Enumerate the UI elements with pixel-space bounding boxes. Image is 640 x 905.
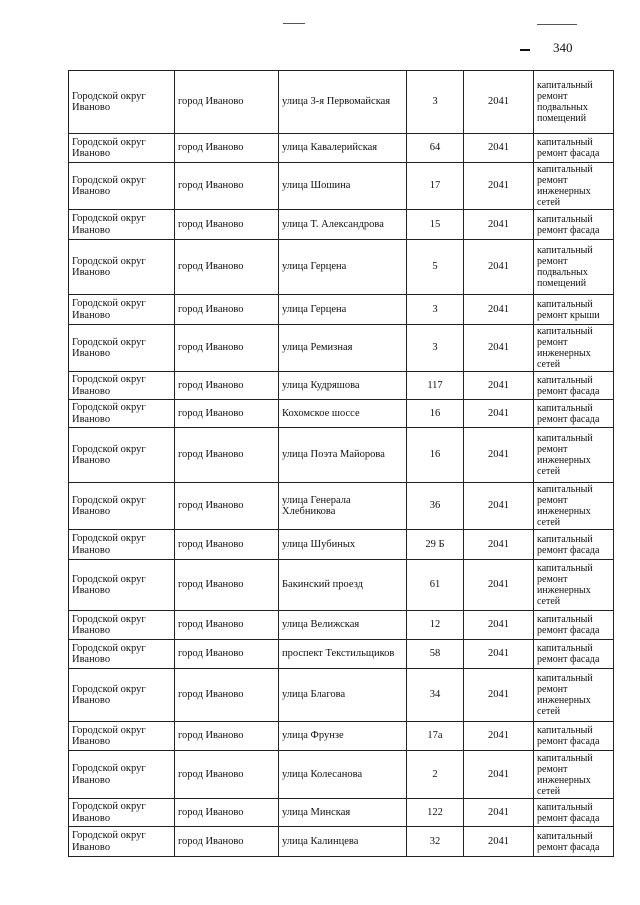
municipality-cell: Городской округ Иваново <box>69 295 175 325</box>
house-number-cell: 16 <box>407 428 464 483</box>
table-row <box>69 71 614 134</box>
table-row <box>69 640 614 669</box>
settlement-cell: город Иваново <box>175 400 279 428</box>
year-cell: 2041 <box>464 134 534 163</box>
year-cell: 2041 <box>464 722 534 751</box>
work-type-cell: капитальный ремонт инженерных сетей <box>534 483 614 530</box>
settlement-cell: город Иваново <box>175 163 279 210</box>
house-number-cell: 16 <box>407 400 464 428</box>
table-row <box>69 483 614 530</box>
work-type-cell: капитальный ремонт фасада <box>534 210 614 240</box>
work-type-cell: капитальный ремонт инженерных сетей <box>534 560 614 611</box>
year-cell: 2041 <box>464 669 534 722</box>
house-number-cell: 2 <box>407 751 464 799</box>
year-cell: 2041 <box>464 428 534 483</box>
settlement-cell: город Иваново <box>175 372 279 400</box>
year-cell: 2041 <box>464 325 534 372</box>
table-body <box>69 71 614 857</box>
year-cell: 2041 <box>464 372 534 400</box>
work-type-cell: капитальный ремонт инженерных сетей <box>534 325 614 372</box>
municipality-cell: Городской округ Иваново <box>69 611 175 640</box>
house-number-cell: 61 <box>407 560 464 611</box>
year-cell: 2041 <box>464 163 534 210</box>
street-cell: улица Поэта Майорова <box>279 428 407 483</box>
table-row <box>69 611 614 640</box>
table-row <box>69 799 614 827</box>
settlement-cell: город Иваново <box>175 210 279 240</box>
year-cell: 2041 <box>464 210 534 240</box>
settlement-cell: город Иваново <box>175 722 279 751</box>
municipality-cell: Городской округ Иваново <box>69 400 175 428</box>
municipality-cell: Городской округ Иваново <box>69 134 175 163</box>
street-cell: улица Шошина <box>279 163 407 210</box>
settlement-cell: город Иваново <box>175 640 279 669</box>
work-type-cell: капитальный ремонт инженерных сетей <box>534 669 614 722</box>
street-cell: улица Благова <box>279 669 407 722</box>
house-number-cell: 64 <box>407 134 464 163</box>
settlement-cell: город Иваново <box>175 751 279 799</box>
year-cell: 2041 <box>464 240 534 295</box>
year-cell: 2041 <box>464 640 534 669</box>
year-cell: 2041 <box>464 400 534 428</box>
work-type-cell: капитальный ремонт подвальных помещений <box>534 71 614 134</box>
settlement-cell: город Иваново <box>175 669 279 722</box>
table-row <box>69 325 614 372</box>
table-row <box>69 751 614 799</box>
house-number-cell: 17а <box>407 722 464 751</box>
settlement-cell: город Иваново <box>175 295 279 325</box>
table-row <box>69 428 614 483</box>
table-row <box>69 295 614 325</box>
work-type-cell: капитальный ремонт фасада <box>534 530 614 560</box>
street-cell: улица Кавалерийская <box>279 134 407 163</box>
municipality-cell: Городской округ Иваново <box>69 372 175 400</box>
table-row <box>69 400 614 428</box>
house-number-cell: 15 <box>407 210 464 240</box>
house-number-cell: 5 <box>407 240 464 295</box>
table-row <box>69 134 614 163</box>
street-cell: улица Т. Александрова <box>279 210 407 240</box>
work-type-cell: капитальный ремонт фасада <box>534 611 614 640</box>
settlement-cell: город Иваново <box>175 799 279 827</box>
work-type-cell: капитальный ремонт инженерных сетей <box>534 163 614 210</box>
street-cell: Бакинский проезд <box>279 560 407 611</box>
table-row <box>69 669 614 722</box>
municipality-cell: Городской округ Иваново <box>69 827 175 857</box>
street-cell: улица Ремизная <box>279 325 407 372</box>
municipality-cell: Городской округ Иваново <box>69 640 175 669</box>
year-cell: 2041 <box>464 827 534 857</box>
municipality-cell: Городской округ Иваново <box>69 163 175 210</box>
work-type-cell: капитальный ремонт фасада <box>534 372 614 400</box>
settlement-cell: город Иваново <box>175 560 279 611</box>
municipality-cell: Городской округ Иваново <box>69 428 175 483</box>
scan-mark <box>283 23 305 24</box>
year-cell: 2041 <box>464 751 534 799</box>
work-type-cell: капитальный ремонт инженерных сетей <box>534 428 614 483</box>
year-cell: 2041 <box>464 530 534 560</box>
house-number-cell: 29 Б <box>407 530 464 560</box>
street-cell: улица Кудряшова <box>279 372 407 400</box>
scan-mark <box>537 24 577 25</box>
year-cell: 2041 <box>464 483 534 530</box>
house-number-cell: 122 <box>407 799 464 827</box>
table-row <box>69 722 614 751</box>
table-row <box>69 163 614 210</box>
table-row <box>69 372 614 400</box>
settlement-cell: город Иваново <box>175 827 279 857</box>
street-cell: улица Колесанова <box>279 751 407 799</box>
settlement-cell: город Иваново <box>175 71 279 134</box>
street-cell: улица Минская <box>279 799 407 827</box>
house-number-cell: 58 <box>407 640 464 669</box>
house-number-cell: 3 <box>407 295 464 325</box>
house-number-cell: 34 <box>407 669 464 722</box>
work-type-cell: капитальный ремонт фасада <box>534 722 614 751</box>
settlement-cell: город Иваново <box>175 611 279 640</box>
work-type-cell: капитальный ремонт инженерных сетей <box>534 751 614 799</box>
municipality-cell: Городской округ Иваново <box>69 240 175 295</box>
year-cell: 2041 <box>464 295 534 325</box>
house-number-cell: 3 <box>407 71 464 134</box>
municipality-cell: Городской округ Иваново <box>69 560 175 611</box>
house-number-cell: 117 <box>407 372 464 400</box>
municipality-cell: Городской округ Иваново <box>69 210 175 240</box>
settlement-cell: город Иваново <box>175 530 279 560</box>
street-cell: Кохомское шоссе <box>279 400 407 428</box>
table-row <box>69 560 614 611</box>
house-number-cell: 32 <box>407 827 464 857</box>
work-type-cell: капитальный ремонт фасада <box>534 827 614 857</box>
work-type-cell: капитальный ремонт фасада <box>534 640 614 669</box>
street-cell: проспект Текстильщиков <box>279 640 407 669</box>
municipality-cell: Городской округ Иваново <box>69 483 175 530</box>
year-cell: 2041 <box>464 611 534 640</box>
street-cell: улица Фрунзе <box>279 722 407 751</box>
street-cell: улица 3-я Первомайская <box>279 71 407 134</box>
municipality-cell: Городской округ Иваново <box>69 751 175 799</box>
house-number-cell: 12 <box>407 611 464 640</box>
house-number-cell: 36 <box>407 483 464 530</box>
work-type-cell: капитальный ремонт фасада <box>534 400 614 428</box>
municipality-cell: Городской округ Иваново <box>69 71 175 134</box>
settlement-cell: город Иваново <box>175 134 279 163</box>
municipality-cell: Городской округ Иваново <box>69 722 175 751</box>
settlement-cell: город Иваново <box>175 240 279 295</box>
scan-mark <box>520 49 530 51</box>
table-row <box>69 240 614 295</box>
municipality-cell: Городской округ Иваново <box>69 325 175 372</box>
house-number-cell: 17 <box>407 163 464 210</box>
year-cell: 2041 <box>464 799 534 827</box>
repair-schedule-table <box>68 70 614 857</box>
municipality-cell: Городской округ Иваново <box>69 799 175 827</box>
settlement-cell: город Иваново <box>175 483 279 530</box>
street-cell: улица Герцена <box>279 295 407 325</box>
table-row <box>69 827 614 857</box>
work-type-cell: капитальный ремонт подвальных помещений <box>534 240 614 295</box>
work-type-cell: капитальный ремонт фасада <box>534 799 614 827</box>
settlement-cell: город Иваново <box>175 428 279 483</box>
table-row <box>69 210 614 240</box>
table-row <box>69 530 614 560</box>
settlement-cell: город Иваново <box>175 325 279 372</box>
street-cell: улица Герцена <box>279 240 407 295</box>
street-cell: улица Велижская <box>279 611 407 640</box>
work-type-cell: капитальный ремонт крыши <box>534 295 614 325</box>
page-number: 340 <box>553 40 573 55</box>
street-cell: улица Калинцева <box>279 827 407 857</box>
work-type-cell: капитальный ремонт фасада <box>534 134 614 163</box>
year-cell: 2041 <box>464 560 534 611</box>
municipality-cell: Городской округ Иваново <box>69 530 175 560</box>
year-cell: 2041 <box>464 71 534 134</box>
street-cell: улица Шубиных <box>279 530 407 560</box>
municipality-cell: Городской округ Иваново <box>69 669 175 722</box>
street-cell: улица Генерала Хлебникова <box>279 483 407 530</box>
house-number-cell: 3 <box>407 325 464 372</box>
